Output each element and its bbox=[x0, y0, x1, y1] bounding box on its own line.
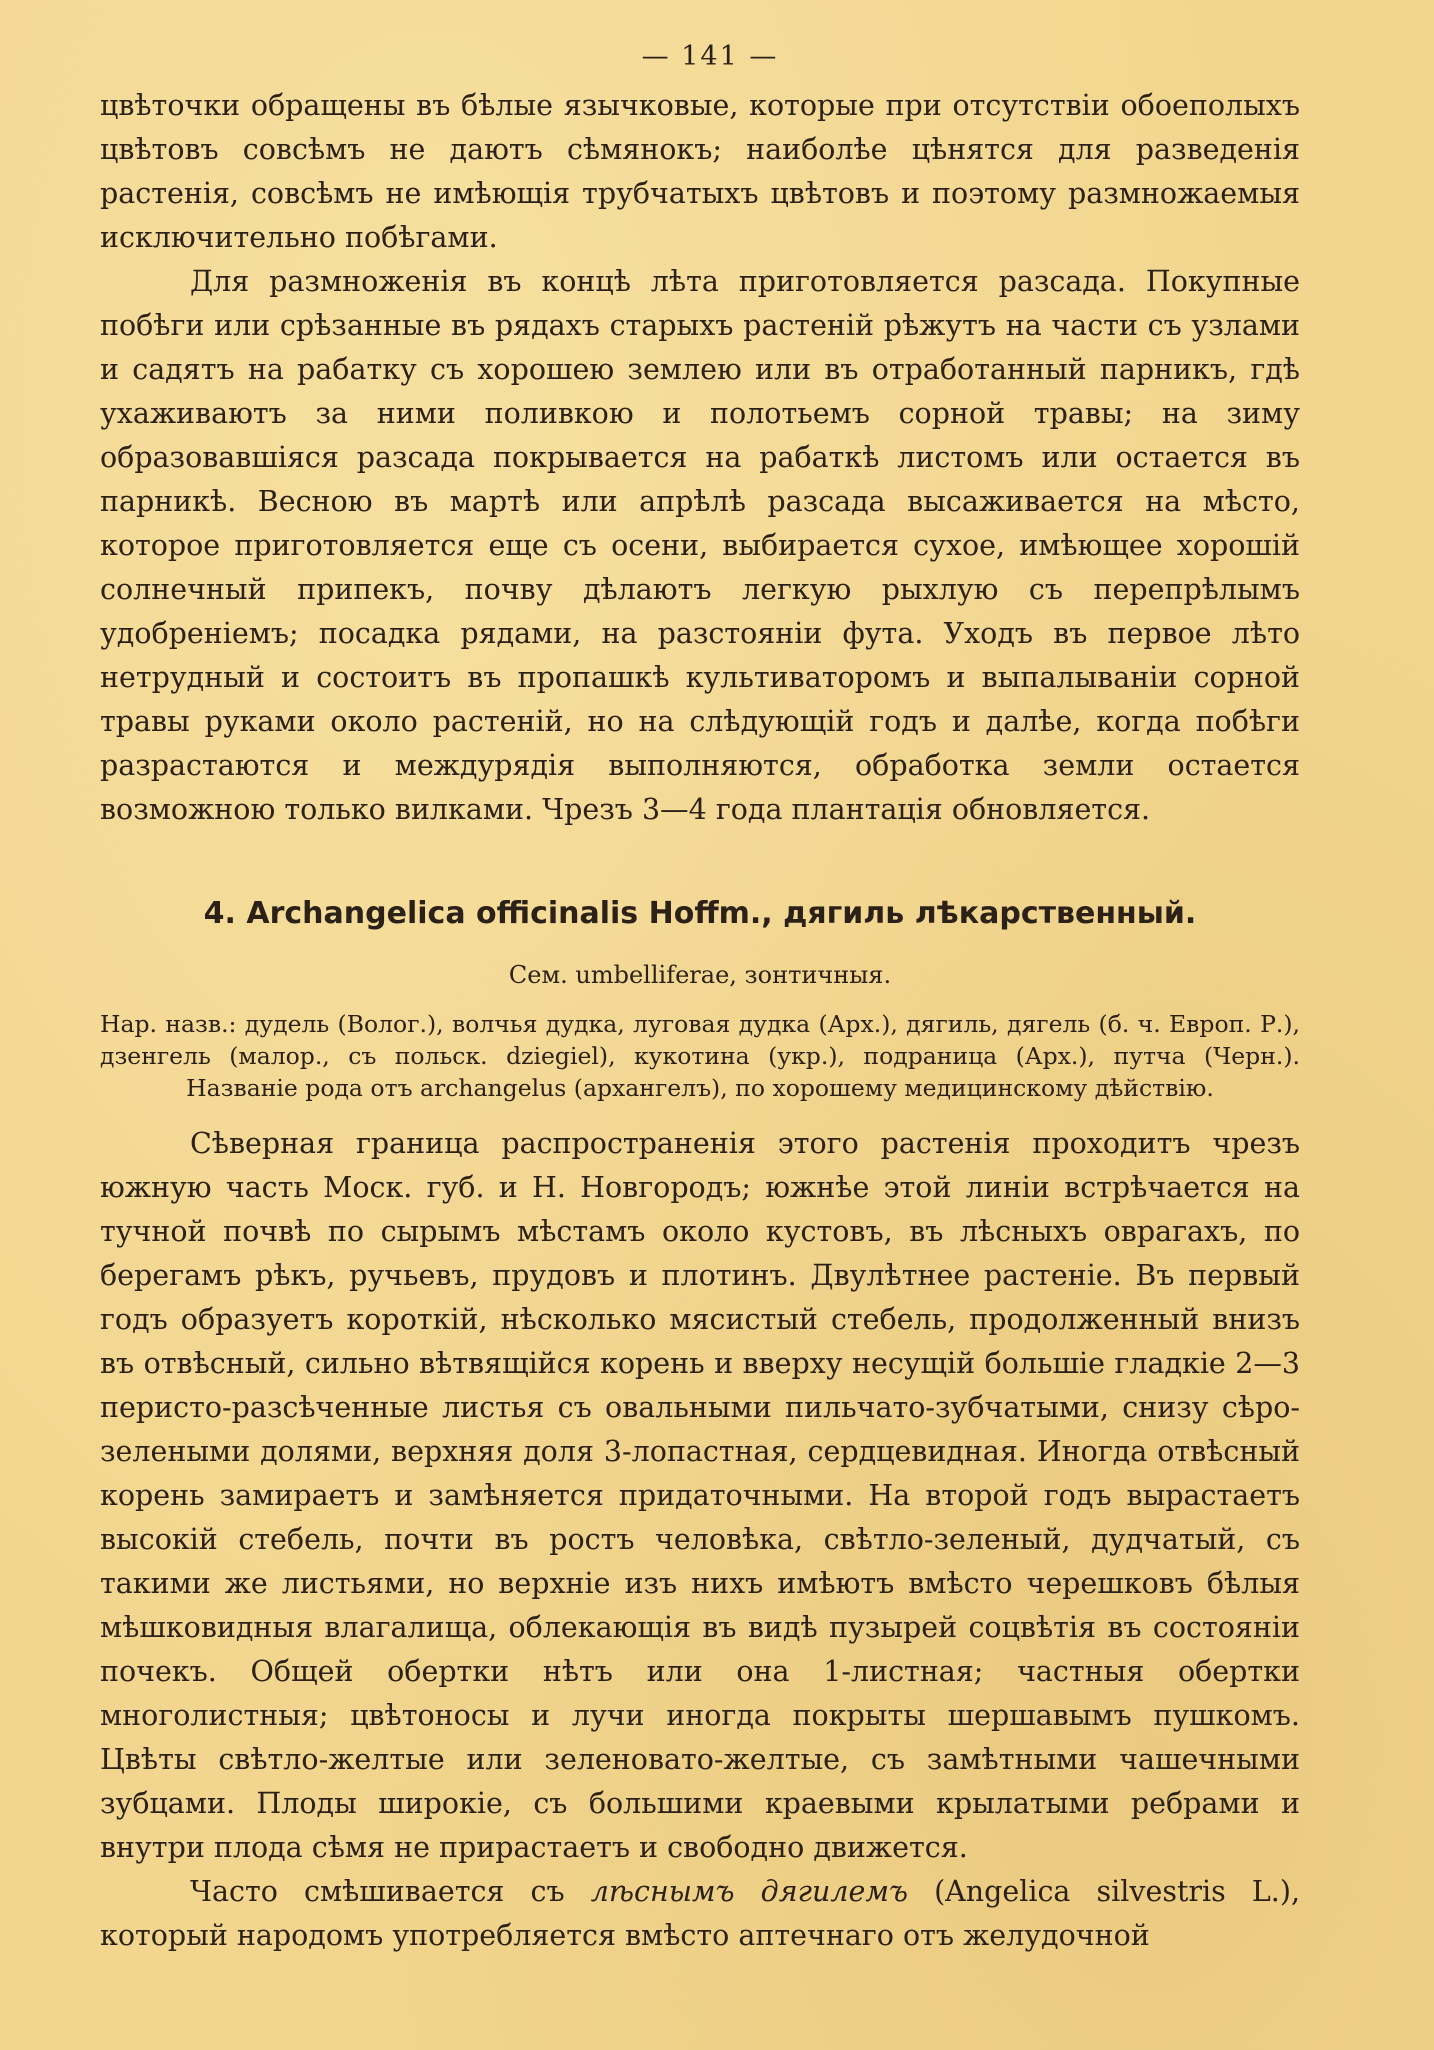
section-spacer bbox=[100, 832, 1300, 888]
paragraph-propagation: Для размноженія въ концѣ лѣта приготовляется разсада. Покупные побѣги или срѣзанные въ рядахъ старыхъ растеній рѣжутъ на части съ узлами и садятъ на рабатку съ хорошею землею или въ отработанный парникъ, гдѣ ухаживаютъ за ними поливкою и полотьемъ сорной травы; на зиму образовавшіяся разсада покрывается на рабаткѣ листомъ или остается въ парникѣ. Весною въ мартѣ или апрѣлѣ разсада высаживается на мѣсто, которое приготовляется еще съ осени, выбирается сухое, имѣющее хорошій солнечный припекъ, почву дѣлаютъ легкую рыхлую съ перепрѣлымъ удобреніемъ; посадка рядами, на разстояніи фута. Уходъ въ первое лѣто нетрудный и состоитъ въ пропашкѣ культиваторомъ и выпалываніи сорной травы руками около растеній, но на слѣдующій годъ и далѣе, когда побѣги разрастаются и междурядія выполняются, обработка земли остается возможною только вилками. Чрезъ 3—4 года плантація обновляется. bbox=[100, 265, 1300, 826]
paragraph-description: Сѣверная граница распространенія этого растенія проходитъ чрезъ южную часть Моск. губ. и Н. Новгородъ; южнѣе этой линіи встрѣчается на тучной почвѣ по сырымъ мѣстамъ около кустовъ, въ лѣсныхъ оврагахъ, по берегамъ рѣкъ, ручьевъ, прудовъ и плотинъ. Двулѣтнее растеніе. Въ первый годъ образуетъ короткій, нѣсколько мясистый стебель, продолженный внизъ въ отвѣсный, сильно вѣтвящійся корень и вверху несущій большіе гладкіе 2—3 перисто-разсѣченные листья съ овальными пильчато-зубчатыми, снизу сѣро-зелеными долями, верхняя доля 3-лопастная, сердцевидная. Иногда отвѣсный корень замираетъ и замѣняется придаточными. На второй годъ вырастаетъ высокій стебель, почти въ ростъ человѣка, свѣтло-зеленый, дудчатый, съ такими же листьями, но верхніе изъ нихъ имѣютъ вмѣсто черешковъ бѣлыя мѣшковидныя влагалища, облекающія въ видѣ пузырей соцвѣтія въ состояніи почекъ. Общей обертки нѣтъ или она 1-листная; частныя обертки многолистныя; цвѣтоносы и лучи иногда покрыты шершавымъ пушкомъ. Цвѣты свѣтло-желтые или зеленовато-желтые, съ замѣтными чашечными зубцами. Плоды широкіе, съ большими краевыми крылатыми ребрами и внутри плода сѣмя не прирастаетъ и свободно движется. bbox=[100, 1127, 1300, 1864]
section-heading: 4. Archangelica officinalis Hoffm., дягиль лѣкарственный. bbox=[203, 896, 1197, 931]
page-number: — 141 — bbox=[641, 41, 779, 72]
confusion-italic-name: лѣснымъ дягилемъ bbox=[590, 1875, 908, 1908]
folk-names: Нар. назв.: дудель (Волог.), волчья дудка, луговая дудка (Арх.), дягиль, дягель (б. ч. Европ. Р.), дзенгель (малор., съ польск. dziegiel), кукотина (укр.), подраница (Арх.), путча (Черн.). Названіе рода отъ archangelus (архангелъ), по хорошему медицинскому дѣйствію. bbox=[100, 1010, 1300, 1102]
book-page bbox=[100, 30, 1300, 2030]
paragraph-continued: цвѣточки обращены въ бѣлые язычковые, которые при отсутствіи обоеполыхъ цвѣтовъ совсѣмъ не даютъ сѣмянокъ; наиболѣе цѣнятся для разведенія растенія, совсѣмъ не имѣющія трубчатыхъ цвѣтовъ и поэтому размножаемыя исключительно побѣгами. bbox=[100, 89, 1300, 254]
names-spacer bbox=[100, 1104, 1300, 1122]
confusion-text-start: Часто смѣшивается съ bbox=[190, 1875, 565, 1908]
plant-family: Сем. umbelliferae, зонтичныя. bbox=[508, 961, 892, 989]
paragraph-confusion bbox=[100, 1870, 1300, 1958]
confusion-text-end: (Angelica silvestris L.), который народомъ употребляется вмѣсто аптечнаго отъ желудочной bbox=[100, 1875, 1301, 1952]
